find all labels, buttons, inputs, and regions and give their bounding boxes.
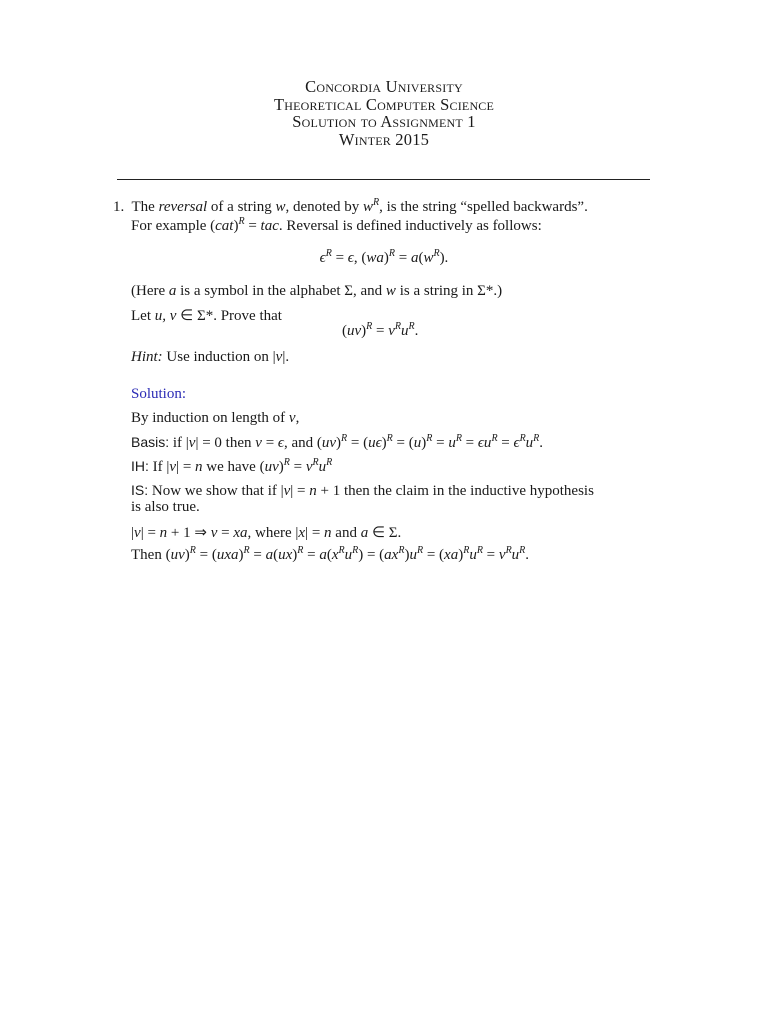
is-line: IS: Now we show that if |v| = n + 1 then the claim in the inductive hypothesis: [131, 482, 594, 499]
term: Winter 2015: [338, 129, 430, 149]
is-line-cont: is also true.: [131, 499, 200, 515]
is-label: IS:: [131, 482, 149, 498]
basis-line: Basis: if |v| = 0 then v = ϵ, and $(uv)^R = (u\epsilon)^R = (u)^R = u^R = \epsilon u^R = \epsilon^Ru^R$.: [131, 433, 544, 451]
problem-here-line: (Here a is a symbol in the alphabet Σ, and w is a string in Σ*.): [131, 283, 503, 299]
header-divider: [117, 179, 650, 180]
reversal-definition: $\epsilon^R = \epsilon$, $(wa)^R = a(w^R)$.: [319, 248, 449, 266]
hint-label: Hint:: [131, 349, 163, 365]
solution-intro: By induction on length of v,: [131, 410, 300, 426]
problem-let-line: Let u, v ∈ Σ*. Prove that: [131, 308, 282, 324]
claim-equation: $(uv)^R = v^Ru^R$.: [342, 321, 419, 339]
problem-example-line: For example (cat)$^R$ = tac. Reversal is defined inductively as follows:: [131, 216, 542, 234]
ih-label: IH:: [131, 458, 149, 474]
basis-label: Basis:: [131, 434, 170, 450]
ih-line: IH: If |v| = n we have $(uv)^R = v^Ru^R$: [131, 457, 333, 475]
problem-intro-line: 1. The reversal of a string w, denoted by $w^R$, is the string “spelled backwards”.: [113, 197, 588, 215]
problem-number: 1.: [113, 199, 125, 215]
assignment-title: Solution to Assignment 1: [292, 112, 476, 131]
course-name: Theoretical Computer Science: [273, 94, 495, 114]
conclusion-line: Then $(uv)^R = (uxa)^R = a(ux)^R = a(x^Ru^R) = (ax^R)u^R = (xa)^Ru^R = v^Ru^R$.: [131, 545, 530, 563]
step-line: |v| = n + 1 ⇒ v = xa, where |x| = n and a ∈ Σ.: [131, 525, 402, 541]
solution-label: Solution:: [131, 386, 187, 402]
university-name: Concordia University: [305, 77, 463, 96]
hint-line: Hint: Use induction on |v|.: [131, 349, 290, 365]
document-header: [0, 78, 768, 148]
